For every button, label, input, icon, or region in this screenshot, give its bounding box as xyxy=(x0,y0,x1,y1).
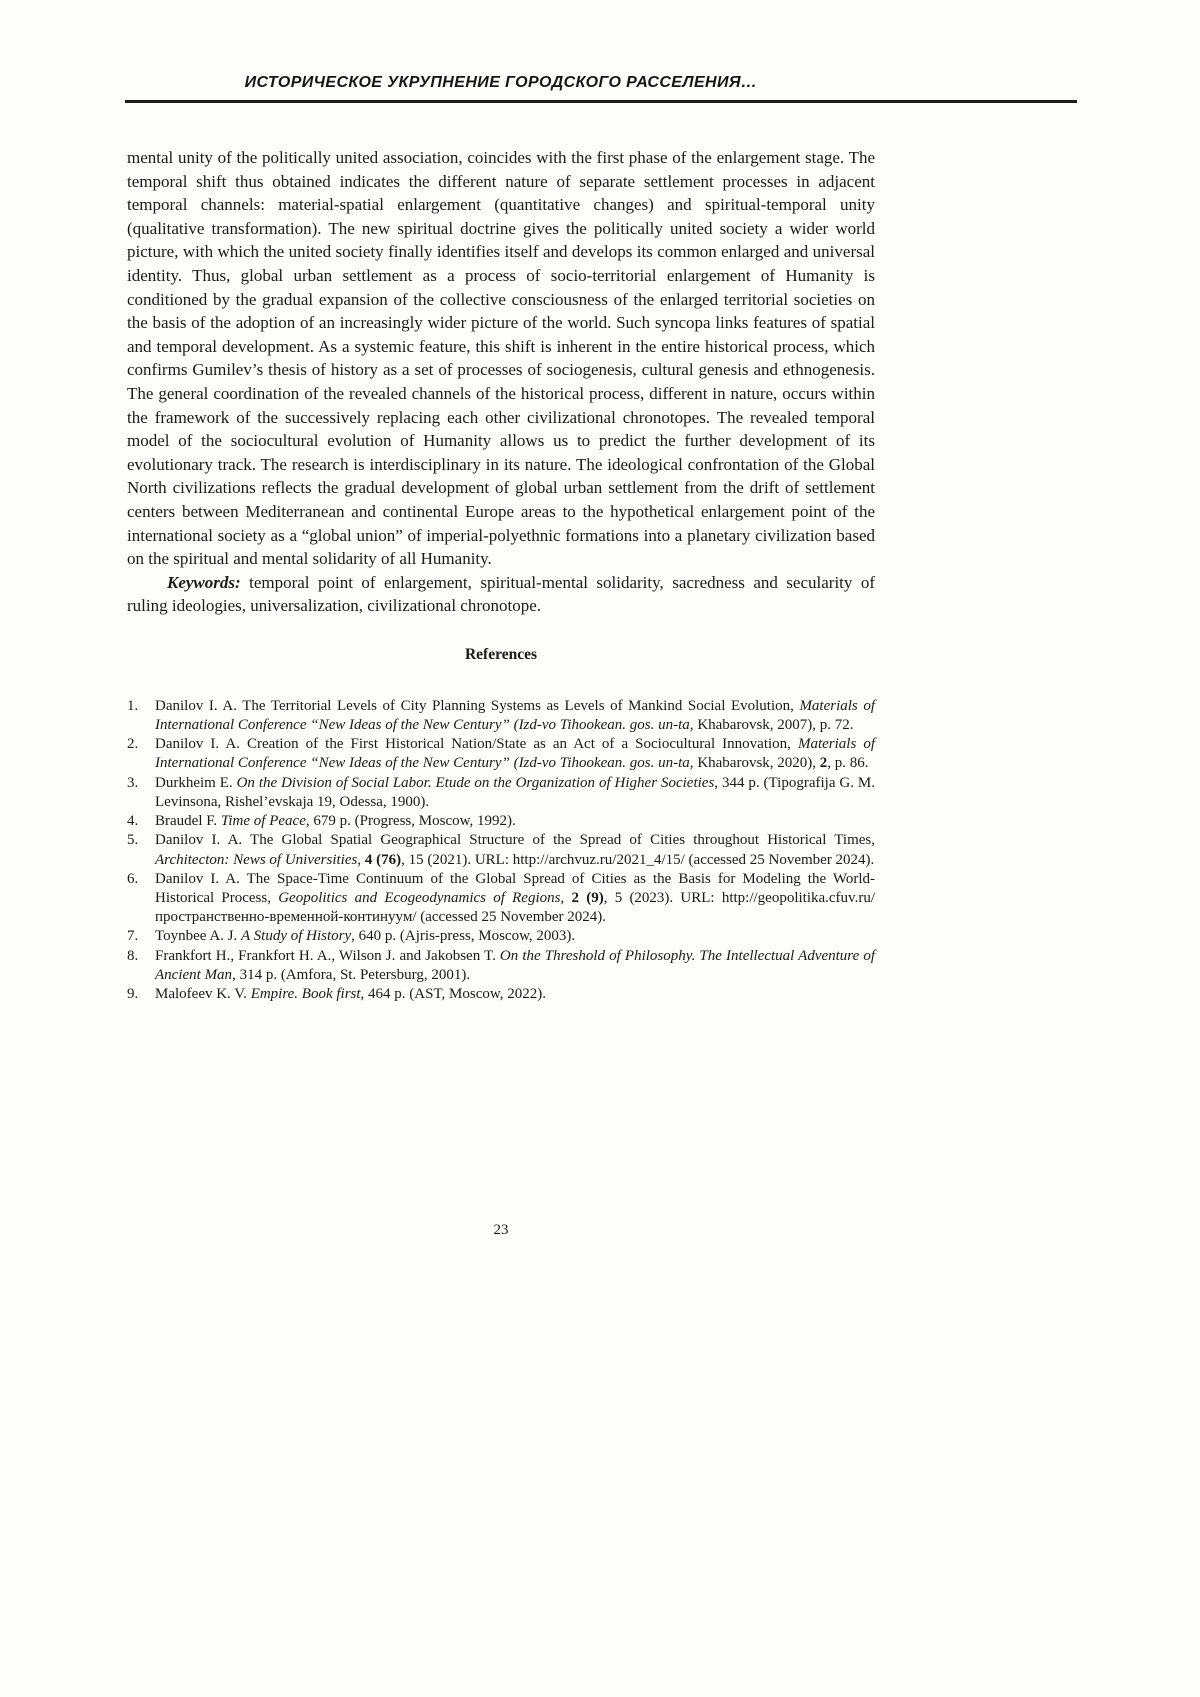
reference-text-segment: Braudel F. xyxy=(155,813,221,830)
keywords-label: Keywords: xyxy=(167,572,241,592)
reference-text-segment: , 5 (2023). URL: http://geopolitika.cfuv.ru/пространственно-временной-континуум/ (accessed 25 November 2024). xyxy=(155,889,875,926)
reference-text-segment: Toynbee A. J. xyxy=(155,928,242,945)
reference-text-segment: Danilov I. A. The Territorial Levels of City Planning Systems as Levels of Mankind Social Evolution, xyxy=(155,697,800,714)
reference-text-segment: , xyxy=(357,851,365,868)
reference-item xyxy=(127,697,875,735)
reference-item xyxy=(127,985,875,1004)
header-rule xyxy=(125,100,1077,103)
reference-number: 6. xyxy=(127,870,139,887)
reference-text-segment: , 15 (2021). URL: http://archvuz.ru/2021_4/15/ (accessed 25 November 2024). xyxy=(401,851,875,868)
reference-text-segment: Khabarovsk, 2007), p. 72. xyxy=(693,717,854,734)
reference-text-segment: Materials of International Conference “New Ideas of the New Century” (Izd-vo Tihookean. gos. un-ta, xyxy=(155,736,876,772)
reference-text-segment: , 640 p. (Ajris-press, Moscow, 2003). xyxy=(351,928,576,945)
reference-text-segment: 2 (9) xyxy=(571,889,604,906)
reference-text-segment: 2 xyxy=(819,755,828,772)
reference-text-segment: , 344 p. (Tipografija G. M. Levinsona, Rishel’evskaja 19, Odessa, 1900). xyxy=(155,774,875,810)
reference-text-segment: Malofeev K. V. xyxy=(155,985,251,1002)
page-body xyxy=(127,146,875,1004)
references-list xyxy=(127,697,875,1004)
reference-text-segment: Geopolitics and Ecogeodynamics of Regions xyxy=(278,889,561,906)
reference-number: 7. xyxy=(127,928,139,945)
reference-number: 8. xyxy=(127,947,139,964)
reference-item xyxy=(127,831,875,869)
reference-text-segment: 4 (76) xyxy=(364,851,402,868)
keywords-text: temporal point of enlargement, spiritual-mental solidarity, sacredness and secularity of ruling ideologies, universalization, civilizational chronotope. xyxy=(127,572,875,616)
keywords-paragraph xyxy=(127,571,875,618)
reference-text-segment: Danilov I. A. The Global Spatial Geographical Structure of the Spread of Cities throughout Historical Times, xyxy=(155,832,875,849)
reference-text-segment: Time of Peace xyxy=(220,813,306,830)
reference-item xyxy=(127,870,875,928)
reference-text-segment: A Study of History xyxy=(241,928,352,945)
reference-text-segment: Danilov I. A. Creation of the First Historical Nation/State as an Act of a Sociocultural Innovation, xyxy=(155,736,798,753)
abstract-text: mental unity of the politically united association, coincides with the first phase of the enlargement stage. The temporal shift thus obtained indicates the different nature of separate settlement processes in adjacent temporal channels: material-spatial enlargement (quantitative changes) and spiritual-temporal unity (qualitative transformation). The new spiritual doctrine gives the politically united society a wider world picture, with which the united society finally identifies itself and develops its common enlarged and universal identity. Thus, global urban settlement as a process of socio-territorial enlargement of Humanity is conditioned by the gradual expansion of the collective consciousness of the enlarged territorial societies on the basis of the adoption of an increasingly wider picture of the world. Such syncopa links features of spatial and temporal development. As a systemic feature, this shift is inherent in the entire historical process, which confirms Gumilev’s thesis of history as a set of processes of sociogenesis, cultural genesis and ethnogenesis. The general coordination of the revealed channels of the historical process, different in nature, occurs within the framework of the successively replacing each other civilizational chronotopes. The revealed temporal model of the sociocultural evolution of Humanity allows us to predict the further development of its evolutionary track. The research is interdisciplinary in its nature. The ideological confrontation of the Global North civilizations reflects the gradual development of global urban settlement from the drift of settlement centers between Mediterranean and continental Europe areas to the hypothetical enlargement point of the international society as a “global union” of imperial-polyethnic formations into a planetary civilization based on the spiritual and mental solidarity of all Humanity. xyxy=(127,148,875,569)
reference-text-segment: Empire. Book first xyxy=(250,985,361,1002)
reference-text-segment: , xyxy=(560,889,572,906)
reference-number: 4. xyxy=(127,813,139,830)
reference-text-segment: Durkheim E. xyxy=(155,774,237,791)
reference-text-segment: Architecton: News of Universities xyxy=(155,851,358,868)
reference-number: 1. xyxy=(127,697,139,714)
reference-number: 9. xyxy=(127,985,139,1002)
reference-item xyxy=(127,774,875,812)
reference-text-segment: , 464 p. (AST, Moscow, 2022). xyxy=(360,985,546,1002)
reference-item xyxy=(127,735,875,773)
reference-text-segment: Danilov I. A. The Space-Time Continuum of the Global Spread of Cities as the Basis for Modeling the World-Historical Process, xyxy=(155,870,875,906)
reference-text-segment: , 314 p. (Amfora, St. Petersburg, 2001). xyxy=(232,966,471,983)
reference-number: 2. xyxy=(127,736,139,753)
reference-number: 5. xyxy=(127,832,139,849)
reference-item xyxy=(127,927,875,946)
reference-text-segment: Materials of International Conference “New Ideas of the New Century” (Izd-vo Tihookean. gos. un-ta, xyxy=(155,697,875,734)
running-head: ИСТОРИЧЕСКОЕ УКРУПНЕНИЕ ГОРОДСКОГО РАССЕЛЕНИЯ… xyxy=(244,74,758,91)
reference-text-segment: On the Threshold of Philosophy. The Intellectual Adventure of Ancient Man xyxy=(155,947,876,983)
reference-text-segment: Frankfort H., Frankfort H. A., Wilson J. and Jakobsen T. xyxy=(155,947,500,964)
reference-text-segment: On the Division of Social Labor. Etude on the Organization of Higher Societies xyxy=(236,774,715,791)
reference-item xyxy=(127,947,875,985)
page-number: 23 xyxy=(493,1222,509,1238)
reference-text-segment: , p. 86. xyxy=(827,755,869,772)
reference-text-segment: , 679 p. (Progress, Moscow, 1992). xyxy=(305,813,516,830)
reference-number: 3. xyxy=(127,774,139,791)
reference-item xyxy=(127,812,875,831)
reference-text-segment: Khabarovsk, 2020), xyxy=(693,755,820,772)
references-heading: References xyxy=(464,645,537,663)
